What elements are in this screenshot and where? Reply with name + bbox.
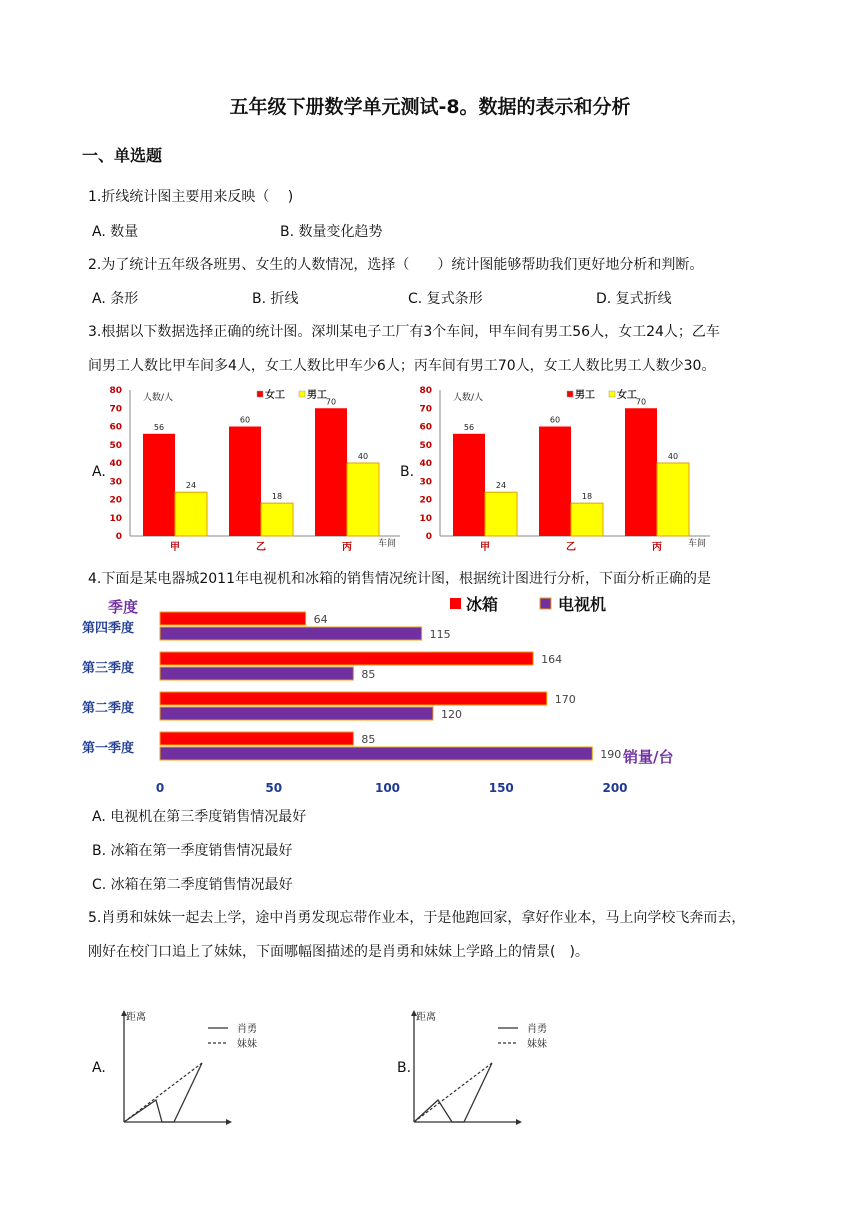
y-tick-label: 0 xyxy=(115,532,122,542)
y-axis-label: 距离 xyxy=(126,1012,146,1023)
x-tick-label: 50 xyxy=(265,781,283,795)
bar xyxy=(347,463,379,536)
question-2: 2.为了统计五年级各班男、女生的人数情况，选择（ ）统计图能够帮助我们更好地分析和判断。 xyxy=(88,257,704,273)
legend-swatch xyxy=(609,391,615,397)
q4-option-a[interactable]: A. 电视机在第三季度销售情况最好 xyxy=(92,809,307,825)
sister-line xyxy=(414,1063,492,1122)
bar xyxy=(175,492,207,536)
question-3-line2: 间男工人数比甲车间多4人，女工人数比甲车少6人；丙车间有男工70人，女工人数比男工人数少30。 xyxy=(88,358,716,374)
y-tick-label: 80 xyxy=(419,386,432,396)
y-tick-label: 60 xyxy=(419,422,432,433)
bar xyxy=(571,503,603,536)
question-1: 1.折线统计图主要用来反映（ ) xyxy=(88,189,294,205)
q3-option-a[interactable]: A. xyxy=(92,464,106,480)
y-axis-label: 距离 xyxy=(416,1012,436,1023)
y-tick-label: 40 xyxy=(419,459,432,469)
bar xyxy=(485,492,517,536)
bar xyxy=(229,427,261,537)
q4-option-b[interactable]: B. 冰箱在第一季度销售情况最好 xyxy=(92,843,293,859)
bar xyxy=(160,627,422,640)
q5-option-a[interactable]: A. xyxy=(92,1060,106,1076)
bar xyxy=(625,408,657,536)
chart-q5-a xyxy=(112,1008,292,1128)
data-label: 24 xyxy=(495,481,507,491)
x-tick-label: 0 xyxy=(155,781,165,795)
legend-swatch xyxy=(540,598,551,609)
q2-option-d[interactable]: D. 复式折线 xyxy=(596,291,672,307)
bar xyxy=(160,612,306,625)
y-tick-label: 30 xyxy=(419,477,432,488)
category-label: 乙 xyxy=(566,542,576,553)
question-3-line1: 3.根据以下数据选择正确的统计图。深圳某电子工厂有3个车间，甲车间有男工56人，女工24人；乙车 xyxy=(88,324,720,340)
q4-option-c[interactable]: C. 冰箱在第二季度销售情况最好 xyxy=(92,877,293,893)
chart-q4 xyxy=(78,592,698,802)
category-label: 乙 xyxy=(256,542,266,553)
x-axis-label: 车间 xyxy=(378,539,397,549)
x-axis-label: 销量/台 xyxy=(623,748,674,766)
y-tick-label: 40 xyxy=(109,459,122,469)
section-heading: 一、单选题 xyxy=(82,146,163,165)
y-tick-label: 50 xyxy=(109,440,122,451)
data-label: 60 xyxy=(239,415,251,425)
y-tick-label: 0 xyxy=(425,532,432,542)
data-label: 70 xyxy=(635,397,647,407)
data-label: 120 xyxy=(441,708,462,721)
data-label: 40 xyxy=(667,452,679,461)
data-label: 40 xyxy=(357,452,369,461)
legend-label: 女工 xyxy=(265,390,285,401)
data-label: 190 xyxy=(600,748,622,761)
data-label: 85 xyxy=(361,668,376,681)
legend-swatch xyxy=(257,391,263,397)
question-5-line1: 5.肖勇和妹妹一起去上学，途中肖勇发现忘带作业本，于是他跑回家，拿好作业本，马上向学校飞奔而去， xyxy=(88,910,746,926)
bar xyxy=(453,434,485,536)
y-tick-label: 10 xyxy=(109,513,122,524)
data-label: 70 xyxy=(325,397,337,407)
y-tick-label: 70 xyxy=(419,404,432,415)
q5-option-b[interactable]: B. xyxy=(397,1060,412,1076)
x-tick-label: 100 xyxy=(374,781,401,795)
bar xyxy=(261,503,293,536)
data-label: 60 xyxy=(549,415,561,425)
page-title: 五年级下册数学单元测试-8。数据的表示和分析 xyxy=(229,96,631,118)
category-label: 第一季度 xyxy=(82,741,135,756)
q2-option-a[interactable]: A. 条形 xyxy=(92,291,139,307)
category-label: 第二季度 xyxy=(82,701,135,716)
legend-label: 妹妹 xyxy=(237,1039,257,1050)
legend-swatch xyxy=(299,391,305,397)
data-label: 56 xyxy=(153,422,165,432)
legend-label: 冰箱 xyxy=(466,595,499,614)
x-tick-label: 200 xyxy=(602,781,628,795)
category-label: 第三季度 xyxy=(82,661,135,676)
y-axis-label: 人数/人 xyxy=(143,393,174,403)
question-5-line2: 刚好在校门口追上了妹妹，下面哪幅图描述的是肖勇和妹妹上学路上的情景( )。 xyxy=(88,944,589,960)
xiaoyong-line xyxy=(124,1063,202,1122)
y-tick-label: 60 xyxy=(109,422,122,433)
q2-option-c[interactable]: C. 复式条形 xyxy=(408,291,483,307)
legend-swatch xyxy=(567,391,573,397)
chart-q3-a xyxy=(100,378,410,554)
y-axis-label: 人数/人 xyxy=(453,393,484,403)
bar xyxy=(160,747,592,760)
y-axis-label: 季度 xyxy=(108,598,139,616)
x-tick-label: 150 xyxy=(488,781,514,795)
data-label: 24 xyxy=(185,481,197,491)
data-label: 164 xyxy=(541,653,563,666)
bar xyxy=(160,652,533,665)
category-label: 第四季度 xyxy=(82,621,135,636)
data-label: 115 xyxy=(429,628,451,641)
category-label: 甲 xyxy=(170,542,180,553)
bar xyxy=(160,692,547,705)
bar xyxy=(657,463,689,536)
bar xyxy=(160,707,433,720)
data-label: 170 xyxy=(554,693,576,706)
legend-label: 男工 xyxy=(575,390,595,401)
q1-option-b[interactable]: B. 数量变化趋势 xyxy=(280,224,383,240)
q2-option-b[interactable]: B. 折线 xyxy=(252,291,299,307)
q3-option-b[interactable]: B. xyxy=(400,464,415,480)
question-4: 4.下面是某电器城2011年电视机和冰箱的销售情况统计图，根据统计图进行分析，下面分析正确的是 xyxy=(88,571,711,587)
data-label: 85 xyxy=(361,733,376,746)
x-axis-arrow xyxy=(226,1119,232,1125)
chart-q5-b xyxy=(402,1008,582,1128)
legend-swatch xyxy=(450,598,461,609)
bar xyxy=(160,667,353,680)
x-axis-arrow xyxy=(516,1119,522,1125)
legend-label: 电视机 xyxy=(558,595,607,614)
xiaoyong-line xyxy=(414,1063,492,1122)
data-label: 64 xyxy=(313,613,328,626)
category-label: 丙 xyxy=(342,542,352,553)
y-tick-label: 30 xyxy=(109,477,122,488)
y-tick-label: 20 xyxy=(419,495,432,506)
chart-q3-b xyxy=(410,378,720,554)
category-label: 丙 xyxy=(652,542,662,553)
legend-label: 女工 xyxy=(617,390,637,401)
y-tick-label: 50 xyxy=(419,440,432,451)
legend-label: 肖勇 xyxy=(237,1024,257,1035)
bar xyxy=(539,427,571,537)
bar xyxy=(315,408,347,536)
legend-label: 妹妹 xyxy=(527,1039,547,1050)
y-tick-label: 80 xyxy=(109,386,122,396)
data-label: 18 xyxy=(271,492,283,502)
legend-label: 肖勇 xyxy=(527,1024,547,1035)
data-label: 18 xyxy=(581,492,593,502)
q1-option-a[interactable]: A. 数量 xyxy=(92,224,139,240)
x-axis-label: 车间 xyxy=(688,539,707,549)
category-label: 甲 xyxy=(480,542,490,553)
legend-label: 男工 xyxy=(307,390,327,401)
sister-line xyxy=(124,1063,202,1122)
data-label: 56 xyxy=(463,422,475,432)
bar xyxy=(143,434,175,536)
bar xyxy=(160,732,353,745)
y-tick-label: 20 xyxy=(109,495,122,506)
y-tick-label: 70 xyxy=(109,404,122,415)
y-tick-label: 10 xyxy=(419,513,432,524)
